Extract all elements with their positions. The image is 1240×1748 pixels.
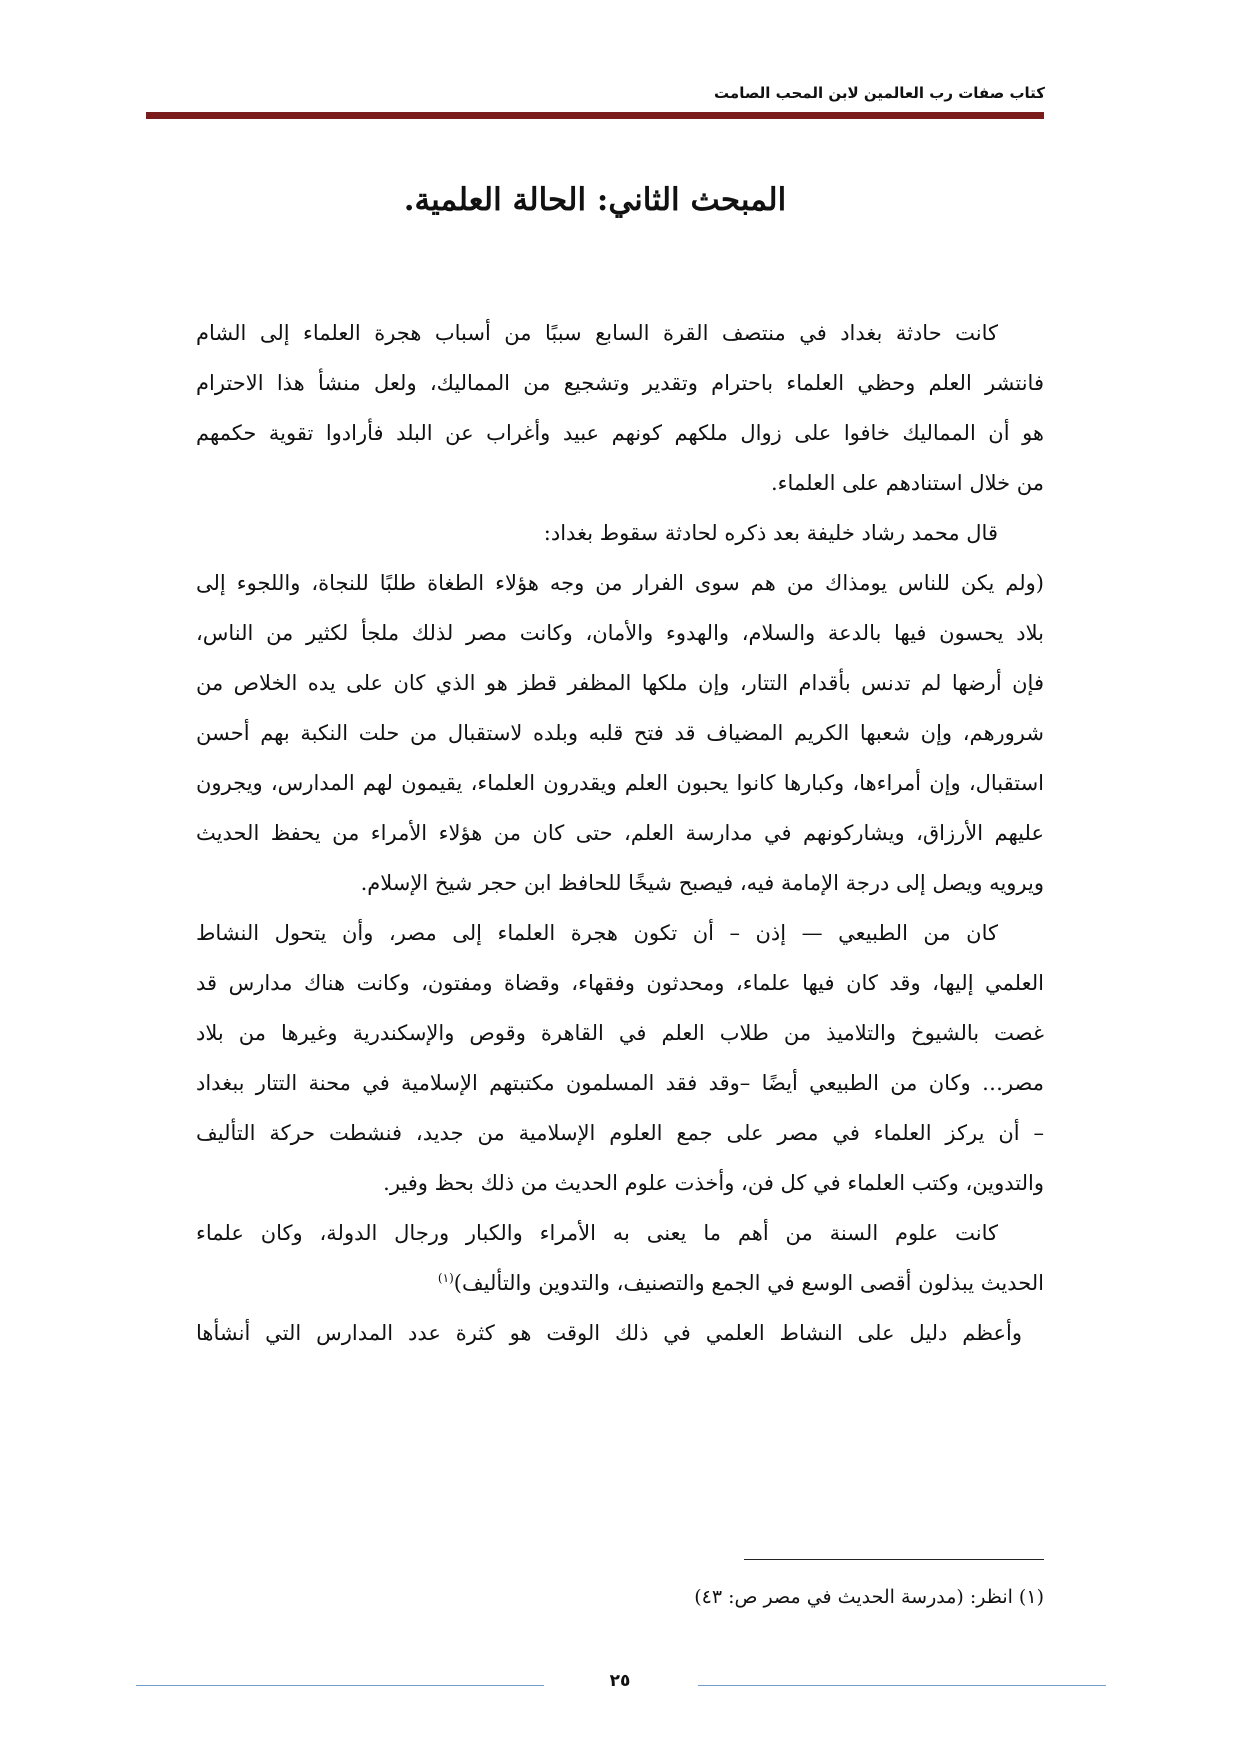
quote-line: ويرويه ويصل إلى درجة الإمامة فيه، فيصبح شيخًا للحافظ ابن حجر شيخ الإسلام. bbox=[360, 871, 1044, 895]
quote-line: مصر… وكان من الطبيعي أيضًا –وقد فقد المسلمون مكتبتهم الإسلامية في محنة التتار ببغداد bbox=[196, 1071, 1044, 1095]
quote-line: فإن أرضها لم تدنس بأقدام التتار، وإن ملكها المظفر قطز هو الذي كان على يده الخلاص من bbox=[196, 671, 1044, 695]
quote-line: والتدوين، وكتب العلماء في كل فن، وأخذت علوم الحديث من ذلك بحظ وفير. bbox=[383, 1171, 1044, 1195]
footnote-reference[interactable]: (١) bbox=[437, 1271, 454, 1285]
quote-line-text: الحديث يبذلون أقصى الوسع في الجمع والتصنيف، والتدوين والتأليف) bbox=[453, 1271, 1044, 1295]
body-line: وأعظم دليل على النشاط العلمي في ذلك الوقت هو كثرة عدد المدارس التي أنشأها bbox=[196, 1321, 1022, 1345]
quote-line-with-footnote bbox=[196, 1258, 1044, 1308]
quote-line: عليهم الأرزاق، ويشاركونهم في مدارسة العلم، حتى كان من هؤلاء الأمراء من يحفظ الحديث bbox=[196, 821, 1044, 845]
quote-line: استقبال، وإن أمراءها، وكبارها كانوا يحبون العلم ويقدرون العلماء، يقيمون لهم المدارس، ويجرون bbox=[196, 771, 1044, 795]
footer-rule-right bbox=[698, 1685, 1106, 1686]
footer-rule-left bbox=[136, 1685, 544, 1686]
quote-line: كان من الطبيعي — إذن – أن تكون هجرة العلماء إلى مصر، وأن يتحول النشاط bbox=[196, 921, 998, 945]
footnote-separator bbox=[744, 1559, 1044, 1560]
body-line: هو أن المماليك خافوا على زوال ملكهم كونهم عبيد وأغراب عن البلد فأرادوا تقوية حكمهم bbox=[196, 421, 1044, 445]
body-text bbox=[196, 308, 1044, 1358]
body-line: فانتشر العلم وحظي العلماء باحترام وتقدير وتشجيع من المماليك، ولعل منشأ هذا الاحترام bbox=[196, 371, 1044, 395]
page-number: ٢٥ bbox=[609, 1671, 631, 1691]
quote-line: العلمي إليها، وقد كان فيها علماء، ومحدثون وفقهاء، وقضاة ومفتون، وكانت هناك مدارس قد bbox=[196, 971, 1044, 995]
quote-line: شرورهم، وإن شعبها الكريم المضياف قد فتح قلبه وبلده لاستقبال من حلت النكبة بهم أحسن bbox=[196, 721, 1044, 745]
body-line: كانت حادثة بغداد في منتصف القرة السابع سببًا من أسباب هجرة العلماء إلى الشام bbox=[196, 321, 998, 345]
quote-line: غصت بالشيوخ والتلاميذ من طلاب العلم في القاهرة وقوص والإسكندرية وغيرها من بلاد bbox=[196, 1021, 1044, 1045]
quote-line: – أن يركز العلماء في مصر على جمع العلوم الإسلامية من جديد، فنشطت حركة التأليف bbox=[196, 1121, 1044, 1145]
body-line: قال محمد رشاد خليفة بعد ذكره لحادثة سقوط بغداد: bbox=[543, 521, 998, 545]
header-rule bbox=[146, 112, 1044, 119]
footnote: (١) انظر: (مدرسة الحديث في مصر ص: ٤٣) bbox=[694, 1586, 1044, 1608]
quote-line: كانت علوم السنة من أهم ما يعنى به الأمراء والكبار ورجال الدولة، وكان علماء bbox=[196, 1221, 998, 1245]
running-header-book-title: كتاب صفات رب العالمين لابن المحب الصامت bbox=[714, 84, 1045, 102]
chapter-title: المبحث الثاني: الحالة العلمية. bbox=[403, 182, 787, 218]
body-line: من خلال استنادهم على العلماء. bbox=[771, 471, 1044, 495]
quote-line: بلاد يحسون فيها بالدعة والسلام، والهدوء والأمان، وكانت مصر لذلك ملجأ لكثير من الناس، bbox=[196, 621, 1044, 645]
quote-line: (ولم يكن للناس يومذاك من هم سوى الفرار من وجه هؤلاء الطغاة طلبًا للنجاة، واللجوء إلى bbox=[196, 571, 1044, 595]
